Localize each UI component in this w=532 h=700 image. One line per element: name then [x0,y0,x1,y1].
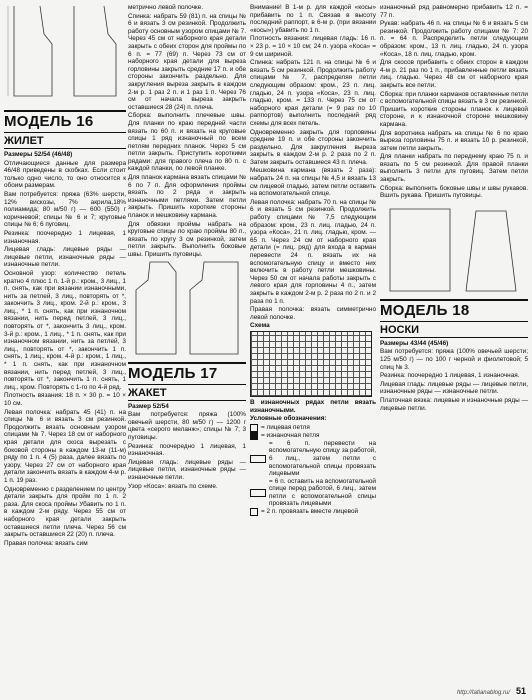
paragraph: Сборка: при планки карманов оставленные петли с вспомогательной спицы вязать в 3 см резинкой. Пришить короткие стороны планок к лицевой стороне, и к изнаночной стороне мешковину кармана. [380,90,529,128]
column-4 [380,4,528,413]
paragraph: Вам потребуется: пряжа (100% овечьей шерсти; 125 м/50 г) — по 100 г черной и фиолетовой; 5 спиц № 3. [380,348,528,371]
paragraph: Вам потребуется: пряжа (63% шерсти, 12% вискозы, 7% акрила,18% полиамида; 80 м/50 г) — 600 (550) г коричневой; спицы № 6 и 7; круговые спицы № 6; 6 пуговиц. [4,190,126,229]
model-18-title: МОДЕЛЬ 18 [380,299,528,322]
model-16-title: МОДЕЛЬ 16 [4,110,126,133]
paragraph: Основной узор: количество петель кратно 4 плюс 1 п. 1-й р.: кром., 3 лиц., 1 п. снять, как при вязании изнаночными, нить за петлей, 3 лиц., повторять от *, закончить 3 лиц., кром. 2-й р.: кром., 3 лиц., * 1 п. снять, как при изнаночном вязании, нить перед петлей, 3 лиц., повторять от *, закончить 3 лиц., кром. 3-й р.: кром., 1 лиц., * 1 п. снять, как при изнаночном вязании, нить за петлей, 3 лиц., повторять от *, закончить 1 п. снять, 1 лиц., кром. 4-й р.: кром., 1 лиц., * 1 п. снять, как при изнаночном вязании, нить перед петлей, 3 лиц., повторять от *, закончить 1 п. снять, 1 лиц., кром. Повторять с 1-го по 4-й ряд. [4,269,126,391]
paragraph: Для скосов прибавить с обеих сторон в каждом 4-м р. 21 раз по 1 п., прибавленные петли вязать лиц. гладью. Через 48 см от наборного края закрыть все петли. [380,59,528,89]
sizes-17: Размер 52/54 [128,402,169,410]
legend-item: = 2 п. провязать вместе лицевой [250,508,376,516]
cable-front-icon [250,489,266,497]
legend-title: Условные обозначения: [250,415,327,423]
paragraph: Левая полочка: набрать 45 (41) п. на спицы № 6 и вязать 3 см резинкой. Продолжить вязать основным узором спицами № 7. Через 18 см от наборного края детали для скоса вырезать с боковой стороны в каждом 13-м (11-м) ряду по 1 п. 4 (5) раза, далее вязать по узору. Через 27 см от наборного края детали закончить вязать в каждом 4-м р. 1 п. 19 раз. [4,408,126,484]
sizes-16: Размеры 52/54 (46/48) [4,151,73,158]
paragraph: Для планки набрать по переднему краю 75 п. и вязать по 5 см резинкой. Для правой планки выполнить 3 петли для пуговиц. Затем петли закрыть. [380,153,528,184]
model-16-subtitle: ЖИЛЕТ [4,134,126,149]
paragraph: Резинка: поочередно 1 лицевая, 1 изнаночная. [128,442,246,458]
paragraph: Плотность вязания: 18 п. × 30 р. = 10 × 10 см. [4,392,126,407]
schema-title: Схема [250,322,270,330]
paragraph: Мешковина кармана (вязать 2 раза): набрать 24 п. на спицы № 4,5 и вязать 13 см лицевой гладью, затем петли оставить на вспомогательной спице. [250,167,376,198]
legend-item: = изнаночная петля [250,432,376,440]
sizes-18: Размеры 43/44 (45/46) [380,339,449,347]
knitting-schema-grid [250,331,372,397]
watermark-url: http://tatianablog.ru/ [456,690,510,696]
legend-item: = лицевая петля [250,424,376,432]
paragraph: Платочная вязка: лицевые и изнаночные ряды — лицевые петли. [380,397,528,412]
model-17-title: МОДЕЛЬ 17 [128,362,246,385]
paragraph: Сборка: выполнить плечевые швы. Для планки по краю передней части вязать по 60 п. и вязать на круговые спицы 1 ряд изнаночный по всем петлям передних планок. Через 5 см петли закрыть. Приступить короткими рядами: для правого плеча по 80 п. с каждой планки, по левой планке. [128,112,246,173]
paragraph: Для планок кармана вязать спицами № 6 по 7 п. Для оформления проймы вязать по 2 ряда и закрыть изнаночными петлями. Затем петли закрыть. Пришить короткие стороны планок и мешковину кармана. [128,174,246,220]
paragraph: В изнаночных рядах петли вязать изнаночными. [250,398,376,414]
paragraph: Резинка: поочередно 1 лицевая, 1 изнаночная. [4,229,126,245]
vest-pattern-drawing [4,4,126,108]
paragraph: Лицевая гладь: лицевые ряды — лицевые петли, изнаночные ряды — изнаночные петли. [380,380,528,396]
paragraph: Внимание! В 1-м р. для каждой «косы» прибавить по 1 п. Связав в высоту последний раппорт, в 6-м р. (при вязании «косы») убавить по 1 п. [250,4,376,34]
paragraph: Для обвязки проймы набрать на круговые спицы по краю проймы 80 п., вязать по кругу 3 см резинкой, затем петли закрыть. Выполнить боковые швы. Пришить пуговицы. [128,220,246,258]
purl-stitch-icon [250,432,258,440]
cable-back-icon [250,455,266,463]
sleeve-pattern-drawing [380,201,528,297]
paragraph: Правая полочка: вязать симметрично левой полочке. [250,306,376,321]
paragraph: Одновременно закрыть для горловины средние 19 п. и обе стороны закончить раздельно. Для закругления выреза закрыть в каждом 2-м р. 2 раза по 2 п. Затем закрыть оставшиеся 43 п. плеча. [250,128,376,166]
paragraph: Левая полочка: набрать 70 п. на спицы № 6 и вязать 5 см резинкой. Продолжить работу спицами № 7,5 следующим образом: кром., 23 п. лиц. гладью, 24 п. узора «Коса», 21 п. лиц. гладью, кром. — 65 п. Через 24 см от наборного края детали (= лиц. ряд) для входа в карман перевести 24 п. вязать их на вспомогательную спицу и вместо них включить в работу петли мешковины. Через 50 см от начала работы закрыть с левого края для горловины 4 п., затем закрыть в каждом 2-м р. 2 раза по 2 п. и 2 раза по 1 п. [250,198,376,305]
paragraph: Отличающиеся данные для размера 46/48 приведены в скобках. Если стоит только одно число, то оно относится к обоим размерам. [4,159,126,190]
paragraph: Вам потребуется: пряжа (100% овечьей шерсти, 80 м/50 г) — 1200 г цвета «серого меланж»; спицы № 7; 3 пуговицы. [128,411,246,441]
paragraph: Спинка: набрать 121 п. на спицы № 6 и вязать 5 см резинкой. Продолжить работу спицами № 7, распределяя петли следующим образом: кром., 23 п. лиц. гладью, 24 п. узора «Коса», 23 п. лиц. гладью, кром. = 133 п. Через 75 см от наборного края детали (= 9 раз по 10 раппортов) выполнить последний ряд схемы для всех петель. [250,59,376,127]
sleeve-schematic [380,201,526,293]
paragraph: изнаночный ряд равномерно прибавить 12 п. = 77 п. [380,4,528,19]
paragraph: Одновременно с разделением по центру детали закрыть для пройм по 1 п. 2 раза. Для скоса проймы Убавить по 1 п. в каждом 2-м ряду. Через 55 см от наборного края детали закрыть оставшиеся петли плеча. Через 56 см закрыть оставшиеся 22 (20) п. плеча. [4,485,126,539]
paragraph: Лицевая гладь: лицевые ряды — лицевые петли, изнаночные ряды — изнаночные петли. [128,458,246,481]
column-2 [128,4,246,491]
k2tog-icon [250,508,258,516]
legend-item: = 6 п. оставить на вспомогательной спице перед работой, 6 лиц., затем петли с вспомогательной спицы провязать лицевыми [250,478,376,508]
knit-stitch-icon [250,424,258,432]
jacket-pattern-drawing [128,260,246,360]
paragraph: Для воротника набрать на спицы № 6 по краю выреза горловины 75 п. и вязать 10 р. резинкой, затем петли закрыть. [380,129,528,152]
vest-schematic [4,4,124,104]
paragraph: Узор «Коса»: вязать по схеме. [128,482,218,490]
column-1 [4,4,126,548]
model-17-subtitle: ЖАКЕТ [128,386,246,401]
paragraph: Правая полочка: вязать сим [4,539,88,547]
paragraph: Сборка: выполнить боковые швы и швы рукавов. Вшить рукава. Пришить пуговицы. [380,184,528,200]
jacket-schematic [128,260,244,356]
paragraph: Рукав: набрать 46 п. на спицы № 6 и вязать 5 см резинкой. Продолжить работу спицами № 7: 20 п. = 64 п. Распределить петли следующим образом: кром., 13 п. лиц. гладью, 24 п. узора «Коса», 18 п. лиц. гладью, кром. [380,20,528,58]
paragraph: метрично левой полочке. [128,4,204,11]
paragraph: Плотность вязания: лицевая гладь: 16 п. × 23 р. = 10 × 10 см; 24 п. узора «Коса» = 9 см шириной. [250,35,376,58]
column-3 [250,4,376,516]
model-18-subtitle: НОСКИ [380,323,528,338]
page-number: 51 [515,686,526,696]
paragraph: Спинка: набрать 59 (81) п. на спицы № 6 и вязать 3 см резинкой. Продолжить работу основным узором спицами № 7. Через 45 см от наборного края детали закрыть с обеих сторон для проймы по 6 п. = 77 (69) п. Через 73 см от наборного края детали для выреза горловины закрыть средние 17 п. и обе стороны закончить раздельно. Для закругления выреза закрыть в каждом 2-м р. 1 раз 2 п. и 1 раз 1 п. Через 76 см от начала выреза закрыть оставшиеся 28 (24) п. плеча. [128,12,246,111]
legend-item: = 6 п. перевести на вспомогательную спицу за работой, 6 лиц., затем петли с вспомогательной спицы провязать лицевыми [250,440,376,478]
paragraph: Лицевая гладь: лицевые ряды — лицевые петли, изнаночные ряды — изнаночные петли. [4,246,126,269]
paragraph: Резинка: поочередно 1 лицевая, 1 изнаночная. [380,372,520,380]
